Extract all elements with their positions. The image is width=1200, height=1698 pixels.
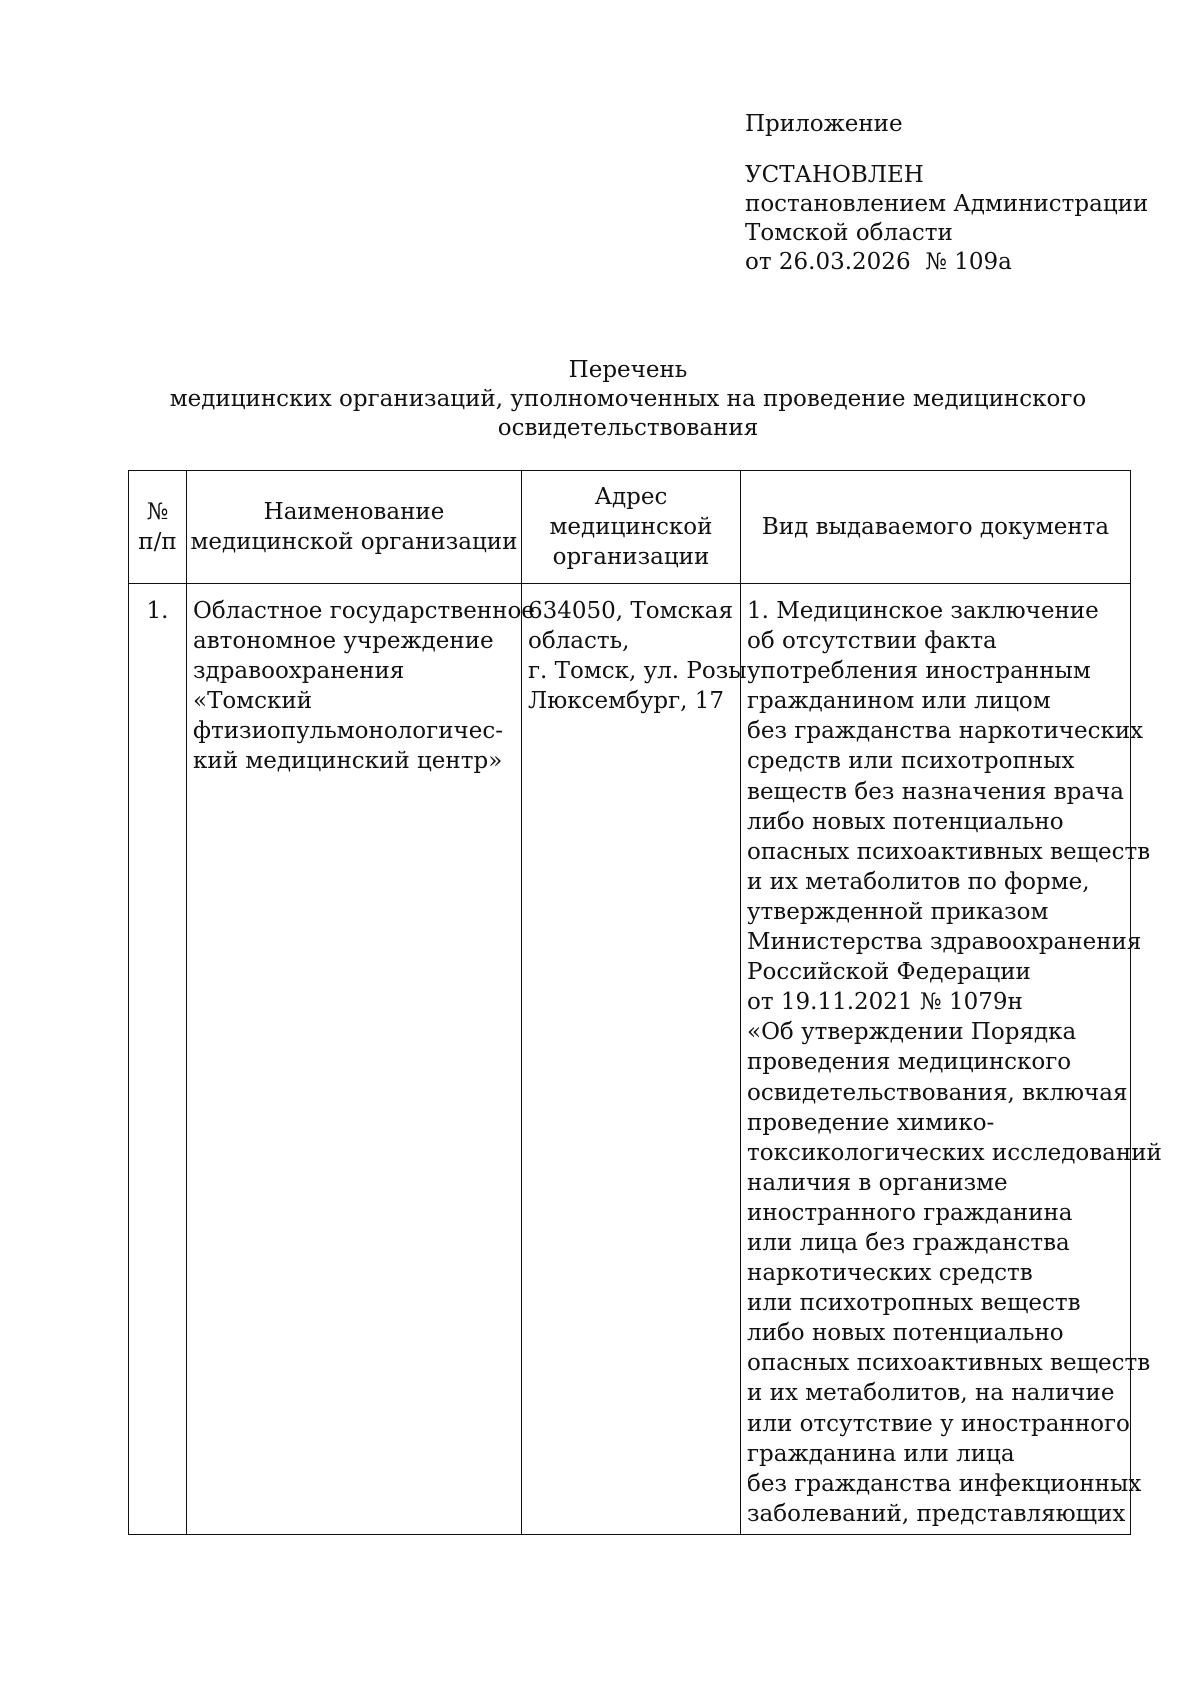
- document-description-line: Российской Федерации: [747, 959, 1031, 986]
- header-number: № п/п: [129, 471, 187, 584]
- document-description-line: наличия в организме: [747, 1169, 1008, 1196]
- address-line: область,: [528, 628, 630, 655]
- document-description-line: веществ без назначения врача: [747, 778, 1124, 805]
- resolution-date-number: от 26.03.2026 № 109а: [745, 249, 1012, 275]
- document-description-line: утвержденной приказом: [747, 898, 1049, 925]
- document-description-line: заболеваний, представляющих: [747, 1500, 1126, 1527]
- cell-document: [741, 584, 1162, 1535]
- document-description-line: средств или психотропных: [747, 748, 1075, 775]
- organization-name-line: автономное учреждение: [193, 628, 494, 655]
- address-line: 634050, Томская: [528, 598, 733, 624]
- organization-name-line: здравоохранения: [193, 658, 405, 685]
- cell-address: [522, 584, 747, 1535]
- title-subtitle-line: освидетельствования: [497, 415, 759, 441]
- address-line: г. Томск, ул. Розы: [528, 658, 747, 685]
- document-description-line: «Об утверждении Порядка: [747, 1019, 1077, 1046]
- document-description-line: без гражданства инфекционных: [747, 1470, 1142, 1497]
- organization-name-line: кий медицинский центр»: [193, 748, 503, 775]
- cell-number: [129, 584, 187, 1535]
- organization-name-line: фтизиопульмонологичес-: [193, 718, 503, 745]
- document-description-line: или психотропных веществ: [747, 1290, 1081, 1317]
- document-description-line: либо новых потенциально: [747, 808, 1064, 835]
- header-document: Вид выдаваемого документа: [741, 471, 1131, 584]
- table-header-row: [129, 471, 1131, 584]
- document-description-line: и их метаболитов по форме,: [747, 868, 1090, 895]
- organizations-table: [128, 470, 1162, 1535]
- document-description-line: проведения медицинского: [747, 1049, 1072, 1076]
- document-description-line: от 19.11.2021 № 1079н: [747, 989, 1023, 1016]
- document-description-line: гражданина или лица: [747, 1440, 1015, 1467]
- appendix-label: Приложение: [745, 111, 903, 137]
- resolution-line: Томской области: [745, 220, 953, 246]
- table-row: [129, 584, 1131, 1535]
- document-description-line: употребления иностранным: [747, 658, 1091, 685]
- established-label: УСТАНОВЛЕН: [745, 162, 924, 188]
- document-description-line: опасных психоактивных веществ: [747, 838, 1151, 865]
- organization-name-line: «Томский: [193, 688, 313, 715]
- resolution-line: постановлением Администрации: [745, 191, 1149, 217]
- document-description-line: или отсутствие у иностранного: [747, 1410, 1130, 1437]
- document-description-line: токсикологических исследований: [747, 1139, 1162, 1166]
- title-subtitle-line: медицинских организаций, уполномоченных на проведение медицинского: [169, 386, 1087, 412]
- document-description-line: освидетельствования, включая: [747, 1079, 1128, 1106]
- organization-name-line: Областное государственное: [193, 598, 535, 624]
- header-address: Адрес медицинской организации: [522, 471, 741, 584]
- document-description-line: либо новых потенциально: [747, 1320, 1064, 1347]
- document-description-line: опасных психоактивных веществ: [747, 1350, 1151, 1377]
- document-description-line: гражданином или лицом: [747, 688, 1051, 715]
- document-description-line: об отсутствии факта: [747, 628, 997, 655]
- address-line: Люксембург, 17: [528, 688, 725, 715]
- document-title: [128, 356, 1128, 443]
- cell-organization-name: [187, 584, 535, 1535]
- document-description-line: или лица без гражданства: [747, 1229, 1070, 1256]
- title-heading: Перечень: [568, 357, 688, 383]
- header-name: Наименование медицинской организации: [187, 471, 522, 584]
- document-description-line: иностранного гражданина: [747, 1199, 1073, 1226]
- row-number: 1.: [146, 598, 169, 624]
- document-description-line: и их метаболитов, на наличие: [747, 1380, 1115, 1407]
- document-description-line: 1. Медицинское заключение: [747, 598, 1099, 624]
- document-description-line: без гражданства наркотических: [747, 718, 1144, 745]
- document-description-line: Министерства здравоохранения: [747, 929, 1142, 956]
- document-description-line: проведение химико-: [747, 1109, 995, 1136]
- document-description-line: наркотических средств: [747, 1260, 1033, 1287]
- appendix-block: [745, 110, 1148, 277]
